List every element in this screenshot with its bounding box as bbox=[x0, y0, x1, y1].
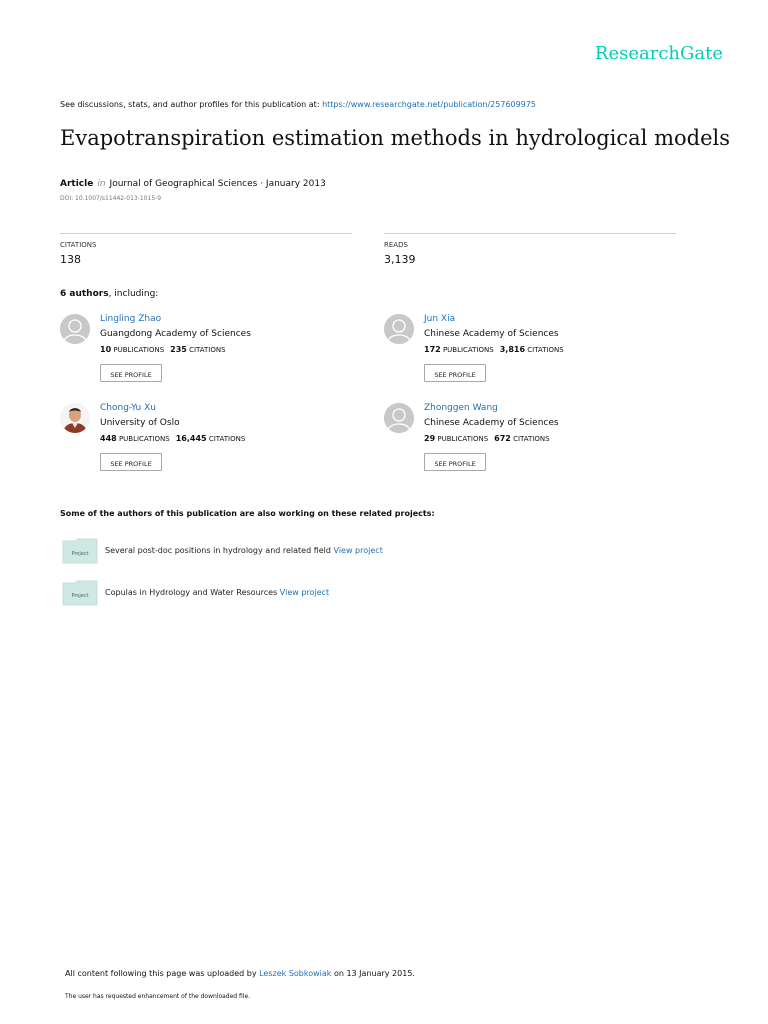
uploader-link[interactable]: Leszek Sobkowiak bbox=[259, 969, 332, 978]
enhancement-notice: The user has requested enhancement of the downloaded file. bbox=[65, 993, 251, 1000]
view-project-link[interactable]: View project bbox=[279, 588, 330, 597]
citations-count: 235 bbox=[170, 345, 187, 354]
upload-suffix: on 13 January 2015. bbox=[333, 969, 415, 978]
view-project-link[interactable]: View project bbox=[333, 546, 383, 555]
citations-label: CITATIONS bbox=[208, 435, 246, 443]
project-icon-label: Project bbox=[71, 551, 89, 557]
citations-label: CITATIONS bbox=[60, 241, 97, 249]
author-stats bbox=[100, 434, 245, 443]
see-profile-button[interactable]: SEE PROFILE bbox=[424, 364, 486, 382]
publications-label: PUBLICATIONS bbox=[113, 346, 165, 354]
author-card bbox=[60, 403, 350, 483]
citations-label: CITATIONS bbox=[513, 435, 550, 443]
project-folder-icon bbox=[62, 580, 98, 606]
author-card bbox=[384, 403, 674, 483]
publications-label: PUBLICATIONS bbox=[118, 435, 170, 443]
paper-type: Article bbox=[60, 179, 94, 189]
default-avatar-icon[interactable] bbox=[384, 403, 414, 433]
researchgate-logo[interactable]: ResearchGate bbox=[594, 43, 723, 64]
author-institution: Chinese Academy of Sciences bbox=[424, 418, 559, 428]
paper-doi: DOI: 10.1007/s11442-013-1015-9 bbox=[60, 195, 162, 202]
publications-count: 172 bbox=[424, 345, 441, 354]
citations-value: 138 bbox=[60, 253, 81, 266]
authors-heading bbox=[60, 289, 158, 299]
author-stats bbox=[100, 345, 226, 354]
author-institution: Chinese Academy of Sciences bbox=[424, 329, 559, 339]
authors-suffix: , including: bbox=[108, 289, 159, 299]
author-name-link[interactable]: Zhonggen Wang bbox=[424, 403, 498, 413]
upload-prefix: All content following this page was uploaded by bbox=[65, 969, 257, 978]
project-icon-label: Project bbox=[71, 593, 89, 599]
header-intro: See discussions, stats, and author profiles for this publication at: bbox=[60, 100, 320, 109]
authors-count: 6 authors bbox=[60, 289, 109, 299]
citations-count: 3,816 bbox=[499, 345, 526, 354]
journal-info: Journal of Geographical Sciences · January 2013 bbox=[109, 179, 326, 189]
publications-count: 10 bbox=[100, 345, 112, 354]
author-institution: Guangdong Academy of Sciences bbox=[100, 329, 251, 339]
project-folder-icon bbox=[62, 538, 98, 564]
paper-meta bbox=[60, 179, 326, 189]
project-title: Several post-doc positions in hydrology and related field bbox=[105, 546, 331, 555]
project-title: Copulas in Hydrology and Water Resources bbox=[105, 588, 278, 597]
see-profile-button[interactable]: SEE PROFILE bbox=[100, 364, 162, 382]
reads-stat bbox=[384, 233, 676, 266]
see-profile-button[interactable]: SEE PROFILE bbox=[424, 453, 486, 471]
author-name-link[interactable]: Lingling Zhao bbox=[100, 314, 162, 324]
author-card bbox=[60, 314, 350, 394]
project-item bbox=[62, 538, 462, 564]
author-stats bbox=[424, 345, 564, 354]
publications-count: 29 bbox=[424, 434, 436, 443]
publication-url-link[interactable]: https://www.researchgate.net/publication/257609975 bbox=[322, 100, 536, 109]
upload-notice bbox=[65, 969, 415, 978]
reads-value: 3,139 bbox=[384, 253, 416, 266]
citations-count: 16,445 bbox=[175, 434, 207, 443]
project-text bbox=[105, 546, 383, 555]
in-label: in bbox=[97, 179, 106, 189]
default-avatar-icon[interactable] bbox=[384, 314, 414, 344]
project-text bbox=[105, 588, 329, 597]
header-line bbox=[60, 100, 536, 109]
publications-count: 448 bbox=[100, 434, 117, 443]
paper-title: Evapotranspiration estimation methods in hydrological models bbox=[60, 126, 730, 150]
author-name-link[interactable]: Chong-Yu Xu bbox=[100, 403, 156, 413]
see-profile-button[interactable]: SEE PROFILE bbox=[100, 453, 162, 471]
project-item bbox=[62, 580, 462, 606]
citations-label: CITATIONS bbox=[527, 346, 564, 354]
citations-label: CITATIONS bbox=[189, 346, 226, 354]
author-institution: University of Oslo bbox=[100, 418, 180, 428]
citations-stat bbox=[60, 233, 352, 266]
projects-heading: Some of the authors of this publication are also working on these related projects: bbox=[60, 509, 435, 518]
author-stats bbox=[424, 434, 550, 443]
author-card bbox=[384, 314, 674, 394]
photo-avatar[interactable] bbox=[60, 403, 90, 433]
default-avatar-icon[interactable] bbox=[60, 314, 90, 344]
publications-label: PUBLICATIONS bbox=[437, 435, 489, 443]
publications-label: PUBLICATIONS bbox=[442, 346, 494, 354]
author-name-link[interactable]: Jun Xia bbox=[424, 314, 456, 324]
citations-count: 672 bbox=[494, 434, 511, 443]
reads-label: READS bbox=[384, 241, 408, 249]
